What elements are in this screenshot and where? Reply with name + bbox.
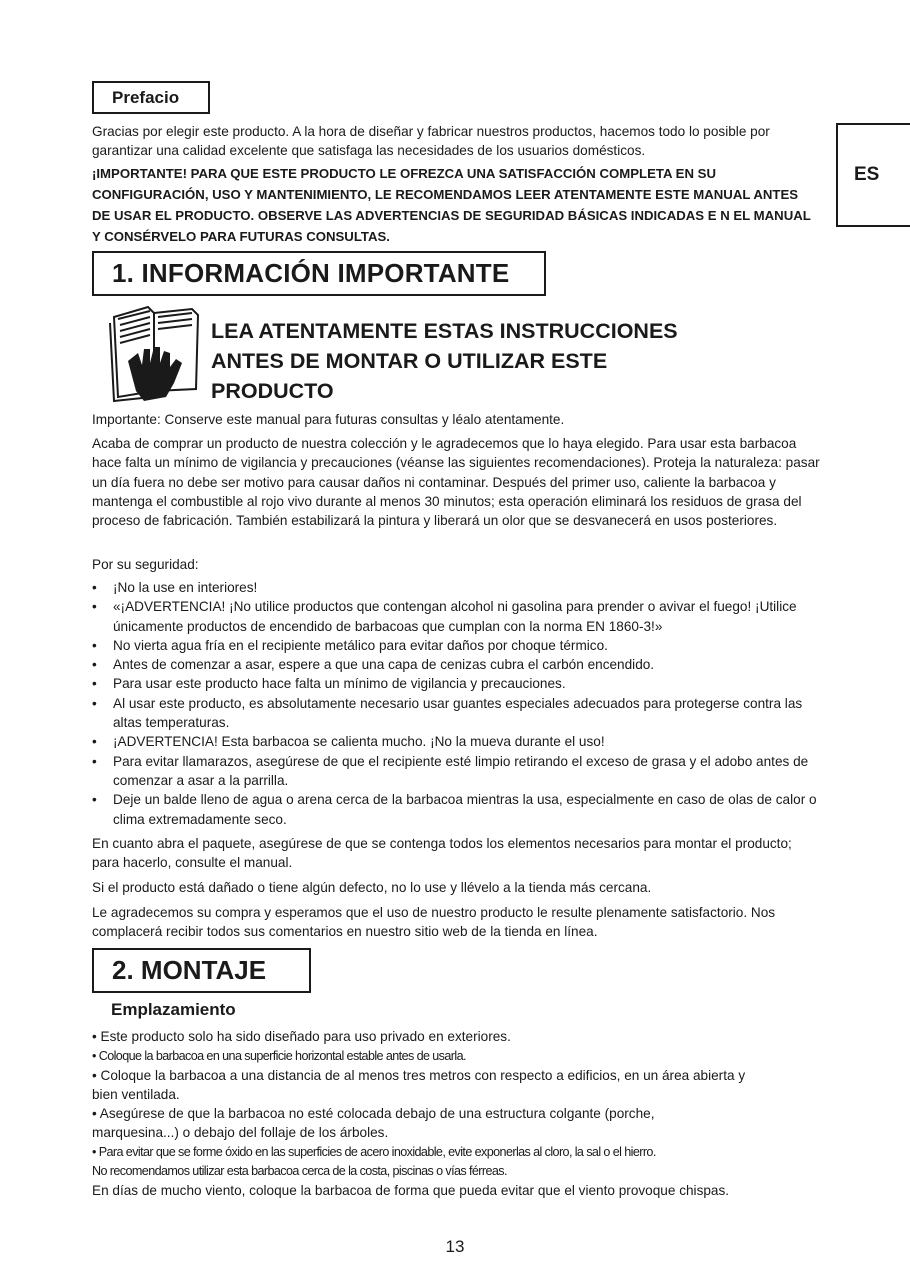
language-code: ES bbox=[854, 164, 880, 185]
prefacio-important-notice: ¡IMPORTANTE! PARA QUE ESTE PRODUCTO LE OFREZCA UNA SATISFACCIÓN COMPLETA EN SU CONFIGURACIÓN, USO Y MANTENIMIENTO, LE RECOMENDAMOS LEER ATENTAMENTE ESTE MANUAL ANTES DE USAR EL PRODUCTO. OBSERVE LAS ADVERTENCIAS DE SEGURIDAD BÁSICAS INDICADAS E N EL MANUAL Y CONSÉRVELO PARA FUTURAS CONSULTAS. bbox=[92, 166, 811, 244]
placement-line-5: • Para evitar que se forme óxido en las superficies de acero inoxidable, evite exponerlas al cloro, la sal o el hierro. bbox=[92, 1145, 656, 1159]
placement-line-1: • Este producto solo ha sido diseñado para uso privado en exteriores. bbox=[92, 1029, 511, 1044]
placement-line-6: No recomendamos utilizar esta barbacoa cerca de la costa, piscinas o vías férreas. bbox=[92, 1164, 507, 1178]
prefacio-heading bbox=[92, 81, 210, 114]
page-number: 13 bbox=[445, 1237, 465, 1256]
list-item: • Al usar este producto, es absolutamente necesario usar guantes especiales adecuados para protegerse contra las altas temperaturas. bbox=[92, 694, 822, 733]
prefacio-title: Prefacio bbox=[112, 88, 180, 107]
list-item: • Para evitar llamarazos, asegúrese de que el recipiente esté limpio retirando el exceso de grasa y el adobo antes de comenzar a asar a la parrilla. bbox=[92, 752, 822, 791]
damaged-paragraph: Si el producto está dañado o tiene algún defecto, no lo use y llévelo a la tienda más cercana. bbox=[92, 880, 652, 895]
closing-paragraph: Le agradecemos su compra y esperamos que el uso de nuestro producto le resulte plenamente satisfactorio. Nos complacerá recibir todos sus comentarios en nuestro sitio web de la tienda en línea. bbox=[92, 905, 776, 940]
section-2-title: 2. MONTAJE bbox=[112, 955, 267, 985]
list-item: • No vierta agua fría en el recipiente metálico para evitar daños por choque térmico. bbox=[92, 636, 822, 655]
read-heading-line-2: ANTES DE MONTAR O UTILIZAR ESTE bbox=[211, 349, 608, 373]
emplazamiento-heading: Emplazamiento bbox=[111, 1000, 236, 1019]
list-item: • ¡ADVERTENCIA! Esta barbacoa se calienta mucho. ¡No la mueva durante el uso! bbox=[92, 732, 822, 751]
list-item: • Antes de comenzar a asar, espere a que una capa de cenizas cubra el carbón encendido. bbox=[92, 655, 822, 674]
read-instructions-heading bbox=[211, 316, 731, 406]
section-2-heading bbox=[92, 948, 311, 993]
safety-list bbox=[92, 578, 822, 829]
section-1-heading bbox=[92, 251, 546, 296]
keep-manual-paragraph: Importante: Conserve este manual para futuras consultas y léalo atentamente. bbox=[92, 412, 565, 427]
language-tab bbox=[836, 123, 910, 227]
list-item: • Deje un balde lleno de agua o arena cerca de la barbacoa mientras la usa, especialmente en caso de olas de calor o clima extremadamente seco. bbox=[92, 790, 822, 829]
list-item: • «¡ADVERTENCIA! ¡No utilice productos que contengan alcohol ni gasolina para prender o avivar el fuego! ¡Utilice únicamente productos de encendido de barbacoas que cumplan con la norma EN 1860-3!» bbox=[92, 597, 822, 636]
placement-line-3: • Coloque la barbacoa a una distancia de al menos tres metros con respecto a edificios, en un área abierta y bien ventilada. bbox=[92, 1068, 746, 1103]
prefacio-intro: Gracias por elegir este producto. A la hora de diseñar y fabricar nuestros productos, hacemos todo lo posible por garantizar una calidad excelente que satisfaga las necesidades de los usuarios domésticos. bbox=[92, 124, 770, 159]
placement-line-4: • Asegúrese de que la barbacoa no esté colocada debajo de una estructura colgante (porche, marquesina...) o debajo del follaje de los árboles. bbox=[92, 1106, 655, 1141]
thanks-paragraph: Acaba de comprar un producto de nuestra colección y le agradecemos que lo haya elegido. Para usar esta barbacoa hace falta un mínimo de vigilancia y precauciones (véanse las siguientes recomendaciones). Proteja la naturaleza: pasar un día fuera no debe ser motivo para causar daños ni contaminar. Después del primer uso, caliente la barbacoa y mantenga el combustible al rojo vivo durante al menos 30 minutos; esta operación eliminará los residuos de grasa del proceso de fabricación. También estabilizará la pintura y liberará un olor que se desvanecerá en usos posteriores. bbox=[92, 436, 820, 529]
list-item: • ¡No la use en interiores! bbox=[92, 578, 822, 597]
package-paragraph: En cuanto abra el paquete, asegúrese de que se contenga todos los elementos necesarios para montar el producto; para hacerlo, consulte el manual. bbox=[92, 836, 792, 871]
safety-intro: Por su seguridad: bbox=[92, 557, 199, 572]
placement-line-7: En días de mucho viento, coloque la barbacoa de forma que pueda evitar que el viento provoque chispas. bbox=[92, 1183, 730, 1198]
read-heading-line-3: PRODUCTO bbox=[211, 379, 334, 403]
list-item: • Para usar este producto hace falta un mínimo de vigilancia y precauciones. bbox=[92, 674, 822, 693]
read-heading-line-1: LEA ATENTAMENTE ESTAS INSTRUCCIONES bbox=[211, 319, 678, 343]
read-manual-icon bbox=[108, 305, 204, 403]
placement-line-2: • Coloque la barbacoa en una superficie horizontal estable antes de usarla. bbox=[92, 1049, 466, 1063]
section-1-title: 1. INFORMACIÓN IMPORTANTE bbox=[112, 258, 510, 288]
